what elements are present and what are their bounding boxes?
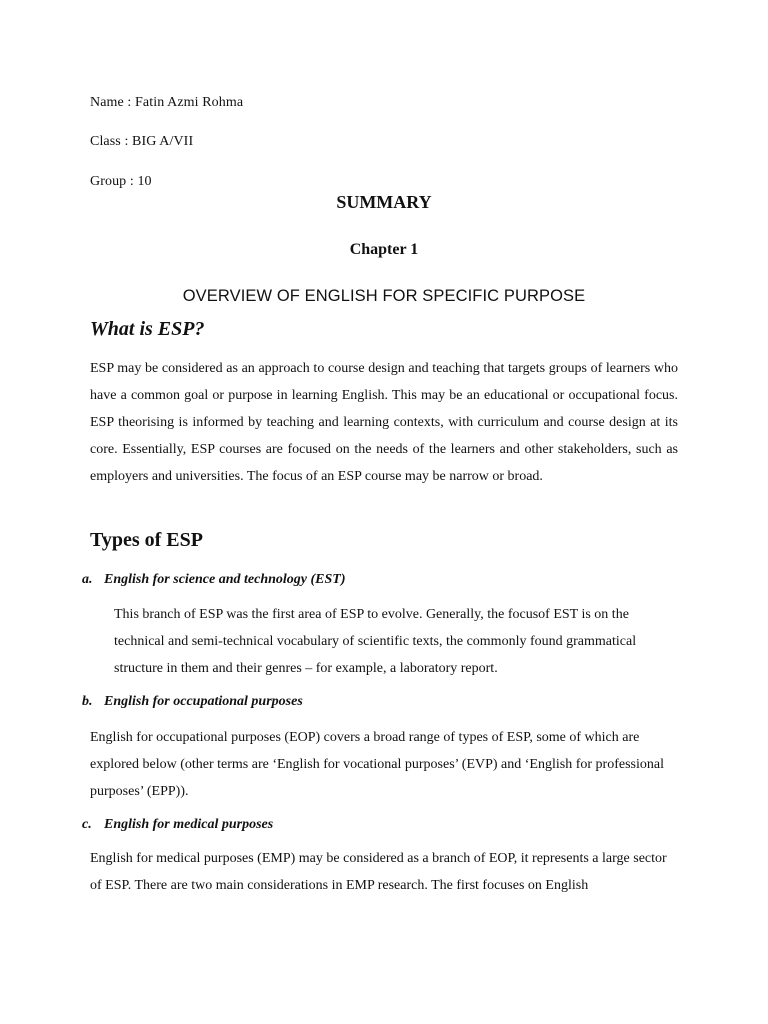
- list-letter: b.: [82, 694, 93, 709]
- est-paragraph: This branch of ESP was the first area of ESP to evolve. Generally, the focusof EST is on the technical and semi-technical vocabulary of scientific texts, the commonly found grammatical structure in them and their genres – for example, a laboratory report.: [114, 607, 637, 676]
- subheading-label: English for science and technology (EST): [104, 572, 346, 587]
- list-letter: a.: [82, 572, 93, 587]
- student-group: Group : 10: [90, 174, 152, 189]
- what-is-esp-heading: What is ESP?: [90, 318, 205, 340]
- student-name: Name : Fatin Azmi Rohma: [90, 95, 244, 110]
- chapter-title: Chapter 1: [349, 241, 419, 258]
- eop-paragraph: English for occupational purposes (EOP) covers a broad range of types of ESP, some of which are explored below (other terms are ‘English for vocational purposes’ (EVP) and ‘English for professional purposes’ (EPP)).: [90, 730, 664, 799]
- subheading-est: [82, 572, 346, 588]
- student-class: Class : BIG A/VII: [90, 134, 194, 149]
- summary-title: SUMMARY: [336, 192, 432, 212]
- list-letter: c.: [82, 817, 92, 832]
- subheading-eop: [82, 694, 303, 710]
- emp-paragraph: English for medical purposes (EMP) may be considered as a branch of EOP, it represents a large sector of ESP. There are two main considerations in EMP research. The first focuses on English: [90, 851, 667, 893]
- types-of-esp-heading: Types of ESP: [90, 529, 203, 551]
- what-is-esp-paragraph: ESP may be considered as an approach to course design and teaching that targets groups of learners who have a common goal or purpose in learning English. This may be an educational or occupational focus. ESP theorising is informed by teaching and learning contexts, with curriculum and course design at its core. Essentially, ESP courses are focused on the needs of the learners and other stakeholders, such as employers and universities. The focus of an ESP course may be narrow or broad.: [90, 361, 678, 484]
- subheading-label: English for medical purposes: [104, 817, 274, 832]
- subheading-emp: [82, 817, 273, 833]
- subheading-label: English for occupational purposes: [104, 694, 303, 709]
- overview-title: OVERVIEW OF ENGLISH FOR SPECIFIC PURPOSE: [182, 287, 586, 305]
